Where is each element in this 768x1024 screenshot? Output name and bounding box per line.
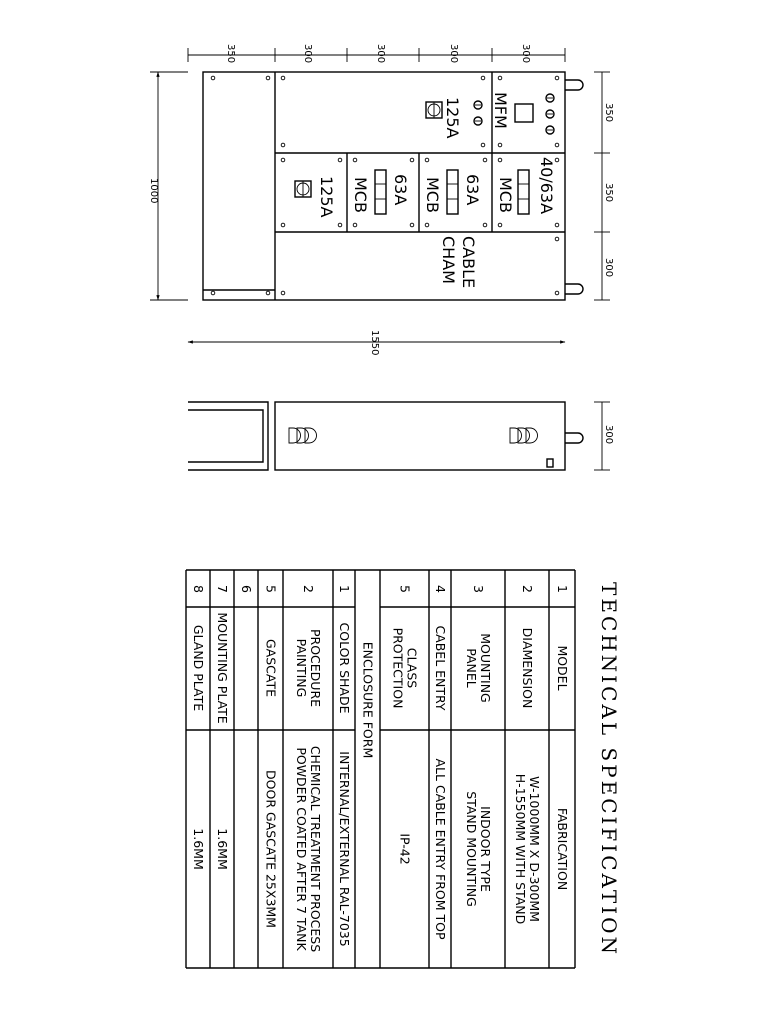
mcb2-rating-label: 63A: [391, 174, 410, 206]
mfm-meter-icon: [515, 104, 533, 122]
louver-vent-icon: [510, 428, 538, 443]
spec-item-label: MODEL: [555, 645, 570, 691]
cable-chamber-label-2: CHAM: [439, 236, 458, 284]
spec-row-number: 6: [239, 585, 254, 593]
handle-icon: [547, 459, 553, 467]
top-dim-1: 350: [225, 44, 236, 64]
indicator-lamps: [546, 94, 554, 134]
spec-row-number: 8: [191, 585, 206, 593]
rotary-switch-icon: [426, 102, 442, 118]
spec-table: [186, 570, 575, 968]
rotary-switch-icon: [295, 181, 311, 197]
spec-item-label: COLOR SHADE: [337, 622, 352, 714]
indicator-lamps-small: [474, 101, 482, 125]
incomer-type-label: MCB: [496, 177, 515, 213]
right-dim-3: 300: [603, 258, 614, 278]
height-dim: 1000: [148, 178, 159, 204]
front-view: [148, 44, 614, 300]
spec-item-value: POWDER COATED AFTER 7 TANK: [294, 747, 309, 951]
stand-profile: [188, 402, 268, 470]
spec-item-label: PANEL: [464, 648, 479, 688]
top-dim-4: 300: [448, 44, 459, 64]
mcb-icon: [518, 170, 529, 214]
spec-item-label: DIAMENSION: [520, 627, 535, 709]
right-dim-1: 350: [603, 103, 614, 123]
spec-item-value: INTERNAL/EXTERNAL RAL-7035: [337, 751, 352, 947]
spec-section-header: ENCLOSURE FORM: [360, 641, 376, 759]
mcb-icon: [375, 170, 386, 214]
mcb1-type-label: MCB: [423, 177, 442, 213]
spec-item-label: CABEL ENTRY: [433, 625, 448, 711]
spec-row-number: 3: [471, 585, 486, 593]
spec-item-value: 1.6MM: [191, 828, 206, 870]
spec-item-label: PAINTING: [294, 638, 309, 698]
spec-item-label: CLASS: [404, 647, 420, 689]
spec-row-number: 1: [555, 585, 570, 593]
spec-item-value: 1.6MM: [215, 828, 230, 870]
top-dim-2: 300: [302, 44, 313, 64]
spec-item-value: DOOR GASCATE 25X3MM: [263, 770, 279, 928]
mfm-label: MFM: [491, 92, 510, 129]
lifting-hook-bottom: [565, 284, 583, 294]
spec-item-label: GASCATE: [263, 638, 279, 698]
spec-row-number: 2: [520, 585, 535, 593]
mcb2-type-label: MCB: [351, 177, 370, 213]
spec-item-label: MOUNTING: [478, 633, 493, 703]
top-dim-3: 300: [375, 44, 386, 64]
incomer-label: 40/63A: [537, 157, 556, 215]
spec-item-value: CHEMICAL TREATMENT PROCESS: [308, 745, 323, 953]
width-dim: 1550: [369, 330, 380, 356]
spec-title: TECHNICAL SPECIFICATION: [597, 582, 621, 957]
spec-row-number: 5: [397, 585, 413, 593]
spec-item-value: W-1000MM X D-300MM: [527, 776, 542, 922]
louver-vent-icon: [289, 428, 317, 443]
spec-item-value: INDOOR TYPE: [478, 806, 493, 892]
lifting-hook-side: [565, 433, 583, 443]
spec-item-value: H-1550MM WITH STAND: [513, 773, 528, 925]
spec-item-value: ALL CABLE ENTRY FROM TOP: [433, 758, 448, 940]
breaker2-label: 125A: [317, 176, 336, 218]
side-view: [188, 402, 614, 470]
spec-row-number: 2: [301, 585, 316, 593]
spec-item-label: PROCEDURE: [308, 628, 323, 708]
spec-row-number: 4: [433, 585, 448, 593]
spec-item-label: GLAND PLATE: [191, 624, 206, 712]
mcb-icon: [447, 170, 458, 214]
depth-dim: 300: [603, 425, 614, 445]
mcb1-rating-label: 63A: [463, 174, 482, 206]
spec-item-label: PROTECTION: [390, 627, 406, 709]
spec-row-number: 1: [337, 585, 352, 593]
spec-row-number: 5: [263, 585, 279, 593]
spec-item-value: IP-42: [397, 833, 413, 865]
lifting-hook-top: [565, 80, 583, 90]
spec-item-label: MOUNTING PLATE: [215, 612, 230, 724]
main-breaker-label: 125A: [443, 97, 462, 139]
right-dim-2: 350: [603, 183, 614, 203]
spec-item-value: STAND MOUNTING: [464, 791, 479, 907]
spec-item-value: FABRICATION: [555, 807, 570, 891]
top-dim-5: 300: [520, 44, 531, 64]
cable-chamber-label-1: CABLE: [459, 236, 478, 289]
spec-row-number: 7: [215, 585, 230, 593]
